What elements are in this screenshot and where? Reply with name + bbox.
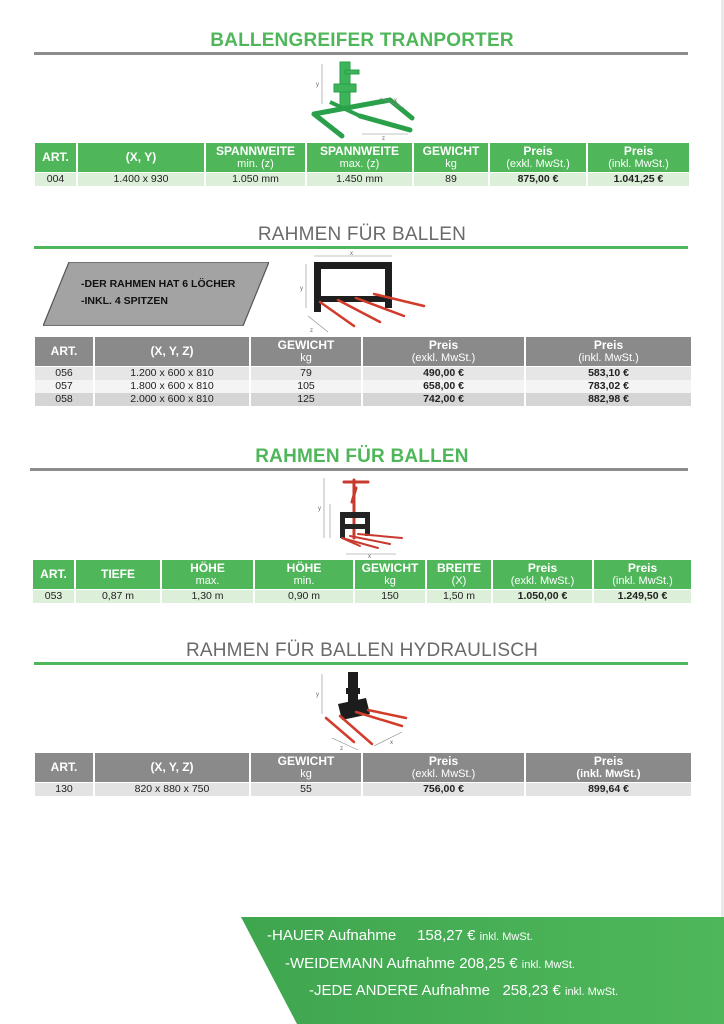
bale-gripper-image — [300, 56, 420, 140]
table-row — [33, 590, 691, 603]
promo-price: 258,23 € — [502, 982, 561, 999]
cell-hoehe-max: 1,30 m — [162, 590, 253, 603]
price-table-rahmen-1 — [33, 337, 693, 406]
dim-label-x: x — [390, 740, 393, 746]
header-preis-inkl: Preis (inkl. MwSt.) — [526, 753, 691, 783]
cell-art: 058 — [35, 393, 93, 406]
cell-gewicht: 89 — [414, 173, 488, 186]
cell-preis-exkl: 658,00 € — [363, 380, 524, 393]
header-hoehe-min: HÖHE min. — [255, 560, 353, 590]
promo-line-weidemann — [285, 955, 575, 972]
header-spannweite-min: SPANNWEITE min. (z) — [206, 143, 305, 173]
cell-tiefe: 0,87 m — [76, 590, 160, 603]
header-art: ART. — [35, 337, 93, 367]
dim-label-z: z — [382, 136, 385, 140]
promo-line-jede-andere — [309, 982, 618, 999]
section-title-ballengreifer: BALLENGREIFER TRANPORTER — [210, 30, 514, 51]
header-preis-exkl: Preis (exkl. MwSt.) — [363, 337, 524, 367]
dim-label-z: z — [340, 746, 343, 752]
cell-xyz: 2.000 x 600 x 810 — [95, 393, 249, 406]
cell-xyz: 820 x 880 x 750 — [95, 783, 249, 796]
cell-art: 004 — [35, 173, 76, 186]
bale-frame-hydraulic-image — [312, 668, 408, 752]
cell-preis-inkl: 1.249,50 € — [594, 590, 691, 603]
promo-price: 158,27 € — [417, 927, 476, 944]
cell-hoehe-min: 0,90 m — [255, 590, 353, 603]
cell-preis-exkl: 490,00 € — [363, 367, 524, 380]
promo-name: -WEIDEMANN Aufnahme — [285, 955, 456, 972]
section-rule — [34, 662, 688, 665]
section-rule — [30, 468, 688, 471]
bale-frame-tall-image — [316, 474, 408, 558]
header-preis-exkl: Preis (exkl. MwSt.) — [490, 143, 586, 173]
section-title-rahmen-1: RAHMEN FÜR BALLEN — [257, 224, 467, 245]
cell-xyz: 1.800 x 600 x 810 — [95, 380, 249, 393]
dim-label-x: x — [350, 251, 353, 257]
bale-frame-image — [298, 250, 428, 334]
header-art: ART. — [33, 560, 74, 590]
cell-art: 057 — [35, 380, 93, 393]
promo-name: -HAUER Aufnahme — [267, 927, 397, 944]
section-rule — [34, 246, 688, 249]
table-row — [35, 380, 691, 393]
cell-gewicht: 105 — [251, 380, 361, 393]
section-title-rahmen-hydraulisch: RAHMEN FÜR BALLEN HYDRAULISCH — [185, 640, 539, 661]
cell-xy: 1.400 x 930 — [78, 173, 204, 186]
header-breite: BREITE (X) — [427, 560, 491, 590]
cell-spannweite-min: 1.050 mm — [206, 173, 305, 186]
table-row — [35, 783, 691, 796]
cell-preis-exkl: 756,00 € — [363, 783, 524, 796]
header-preis-exkl: Preis (exkl. MwSt.) — [363, 753, 524, 783]
promo-price: 208,25 € — [459, 955, 518, 972]
dim-label-x: x — [394, 98, 397, 104]
header-preis-inkl: Preis (inkl. MwSt.) — [594, 560, 691, 590]
header-preis-inkl: Preis (inkl. MwSt.) — [526, 337, 691, 367]
cell-preis-inkl: 583,10 € — [526, 367, 691, 380]
cell-gewicht: 55 — [251, 783, 361, 796]
header-art: ART. — [35, 753, 93, 783]
promo-suffix: inkl. MwSt. — [565, 986, 619, 998]
section-title-rahmen-2: RAHMEN FÜR BALLEN — [255, 446, 469, 467]
dim-label-x: x — [368, 554, 371, 558]
cell-gewicht: 125 — [251, 393, 361, 406]
price-table-rahmen-hydraulisch — [33, 753, 693, 796]
adapter-promo-banner — [241, 917, 724, 1024]
cell-preis-inkl: 1.041,25 € — [588, 173, 689, 186]
table-row — [35, 393, 691, 406]
header-gewicht: GEWICHT kg — [251, 753, 361, 783]
header-spannweite-max: SPANNWEITE max. (z) — [307, 143, 412, 173]
promo-name: -JEDE ANDERE Aufnahme — [309, 982, 490, 999]
cell-preis-inkl: 783,02 € — [526, 380, 691, 393]
header-preis-inkl: Preis (inkl. MwSt.) — [588, 143, 689, 173]
cell-preis-exkl: 1.050,00 € — [493, 590, 592, 603]
header-xyz: (X, Y, Z) — [95, 337, 249, 367]
price-table-rahmen-2 — [31, 560, 693, 603]
price-table-ballengreifer — [33, 143, 691, 186]
header-art: ART. — [35, 143, 76, 173]
promo-suffix: inkl. MwSt. — [521, 959, 575, 971]
dim-label-z: z — [310, 328, 313, 334]
note-line-holes: -DER RAHMEN HAT 6 LÖCHER — [81, 278, 236, 290]
promo-suffix: inkl. MwSt. — [479, 931, 533, 943]
promo-line-hauer — [267, 927, 533, 944]
section-rule — [34, 52, 688, 55]
cell-preis-exkl: 742,00 € — [363, 393, 524, 406]
cell-preis-inkl: 882,98 € — [526, 393, 691, 406]
header-hoehe-max: HÖHE max. — [162, 560, 253, 590]
header-xyz: (X, Y, Z) — [95, 753, 249, 783]
cell-gewicht: 79 — [251, 367, 361, 380]
note-box — [43, 262, 269, 326]
dim-label-y: y — [300, 286, 303, 292]
header-preis-exkl: Preis (exkl. MwSt.) — [493, 560, 592, 590]
dim-label-y: y — [318, 506, 321, 512]
cell-breite: 1,50 m — [427, 590, 491, 603]
cell-art: 053 — [33, 590, 74, 603]
header-gewicht: GEWICHT kg — [355, 560, 425, 590]
note-line-spikes: -INKL. 4 SPITZEN — [81, 295, 168, 307]
cell-xyz: 1.200 x 600 x 810 — [95, 367, 249, 380]
cell-gewicht: 150 — [355, 590, 425, 603]
cell-preis-inkl: 899,64 € — [526, 783, 691, 796]
table-row — [35, 173, 689, 186]
cell-art: 056 — [35, 367, 93, 380]
table-row — [35, 367, 691, 380]
cell-preis-exkl: 875,00 € — [490, 173, 586, 186]
header-xy: (X, Y) — [78, 143, 204, 173]
dim-label-y: y — [316, 692, 319, 698]
cell-spannweite-max: 1.450 mm — [307, 173, 412, 186]
header-gewicht: GEWICHT kg — [414, 143, 488, 173]
header-tiefe: TIEFE — [76, 560, 160, 590]
dim-label-y: y — [316, 82, 319, 88]
header-gewicht: GEWICHT kg — [251, 337, 361, 367]
cell-art: 130 — [35, 783, 93, 796]
